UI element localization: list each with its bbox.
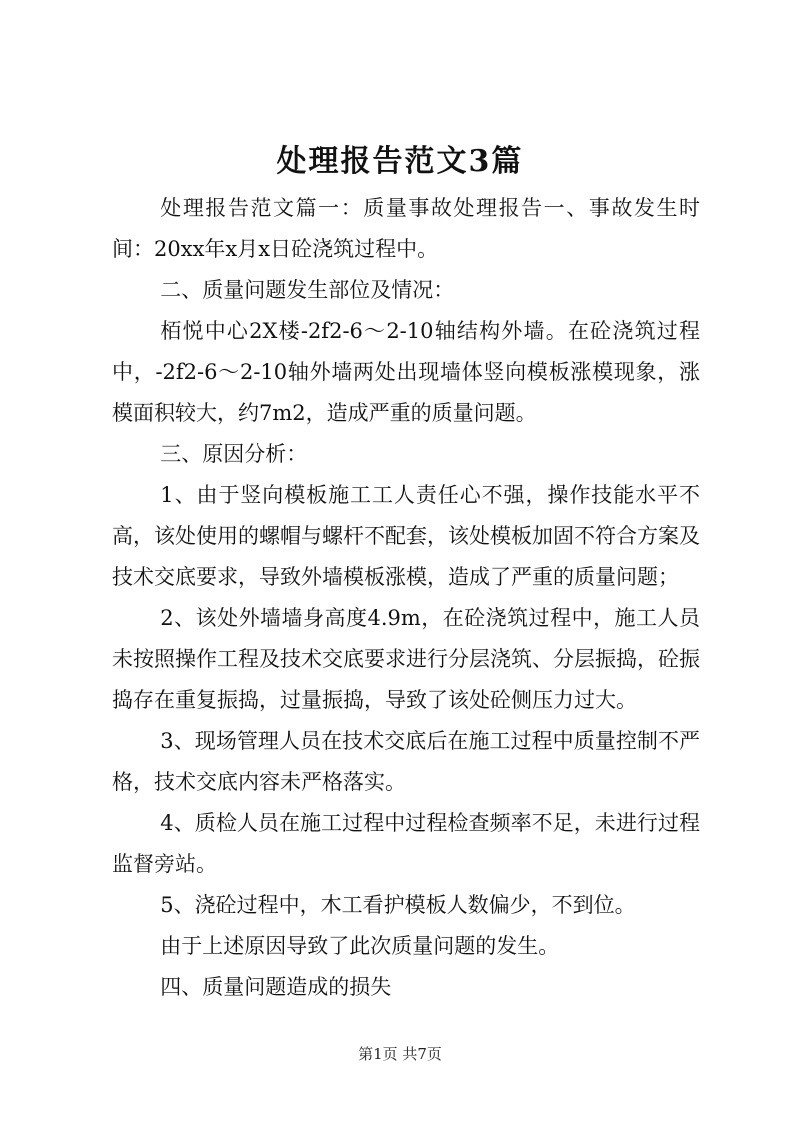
paragraph-intro: 处理报告范文篇一：质量事故处理报告一、事故发生时间：20xx年x月x日砼浇筑过程中。 xyxy=(112,196,700,261)
paragraph-section-four-heading: 四、质量问题造成的损失 xyxy=(160,975,392,999)
paragraph-location-details: 栢悦中心2X楼-2f2-6～2-10轴结构外墙。在砼浇筑过程中，-2f2-6～2-10轴外墙两处出现墙体竖向模板涨模现象，涨模面积较大，约7m2，造成严重的质量问题。 xyxy=(112,319,700,425)
paragraph-section-three-heading: 三、原因分析： xyxy=(160,442,308,466)
paragraph-cause-2: 2、该处外墙墙身高度4.9m，在砼浇筑过程中，施工人员未按照操作工程及技术交底要求进行分层浇筑、分层振捣，砼振捣存在重复振捣，过量振捣，导致了该处砼侧压力过大。 xyxy=(112,606,700,712)
paragraph-cause-3: 3、现场管理人员在技术交底后在施工过程中质量控制不严格，技术交底内容未严格落实。 xyxy=(112,729,700,794)
paragraph-cause-summary: 由于上述原因导致了此次质量问题的发生。 xyxy=(160,934,560,958)
document-body xyxy=(112,188,700,1008)
document-title: 处理报告范文3篇 xyxy=(276,144,524,179)
page-footer: 第1页 共7页 xyxy=(358,1045,442,1063)
paragraph-cause-5: 5、浇砼过程中，木工看护模板人数偏少，不到位。 xyxy=(160,893,636,917)
paragraph-cause-1: 1、由于竖向模板施工工人责任心不强，操作技能水平不高，该处使用的螺帽与螺杆不配套，该处模板加固不符合方案及技术交底要求，导致外墙模板涨模，造成了严重的质量问题； xyxy=(112,483,700,589)
paragraph-section-two-heading: 二、质量问题发生部位及情况： xyxy=(160,278,455,302)
paragraph-cause-4: 4、质检人员在施工过程中过程检查频率不足，未进行过程监督旁站。 xyxy=(112,811,700,876)
